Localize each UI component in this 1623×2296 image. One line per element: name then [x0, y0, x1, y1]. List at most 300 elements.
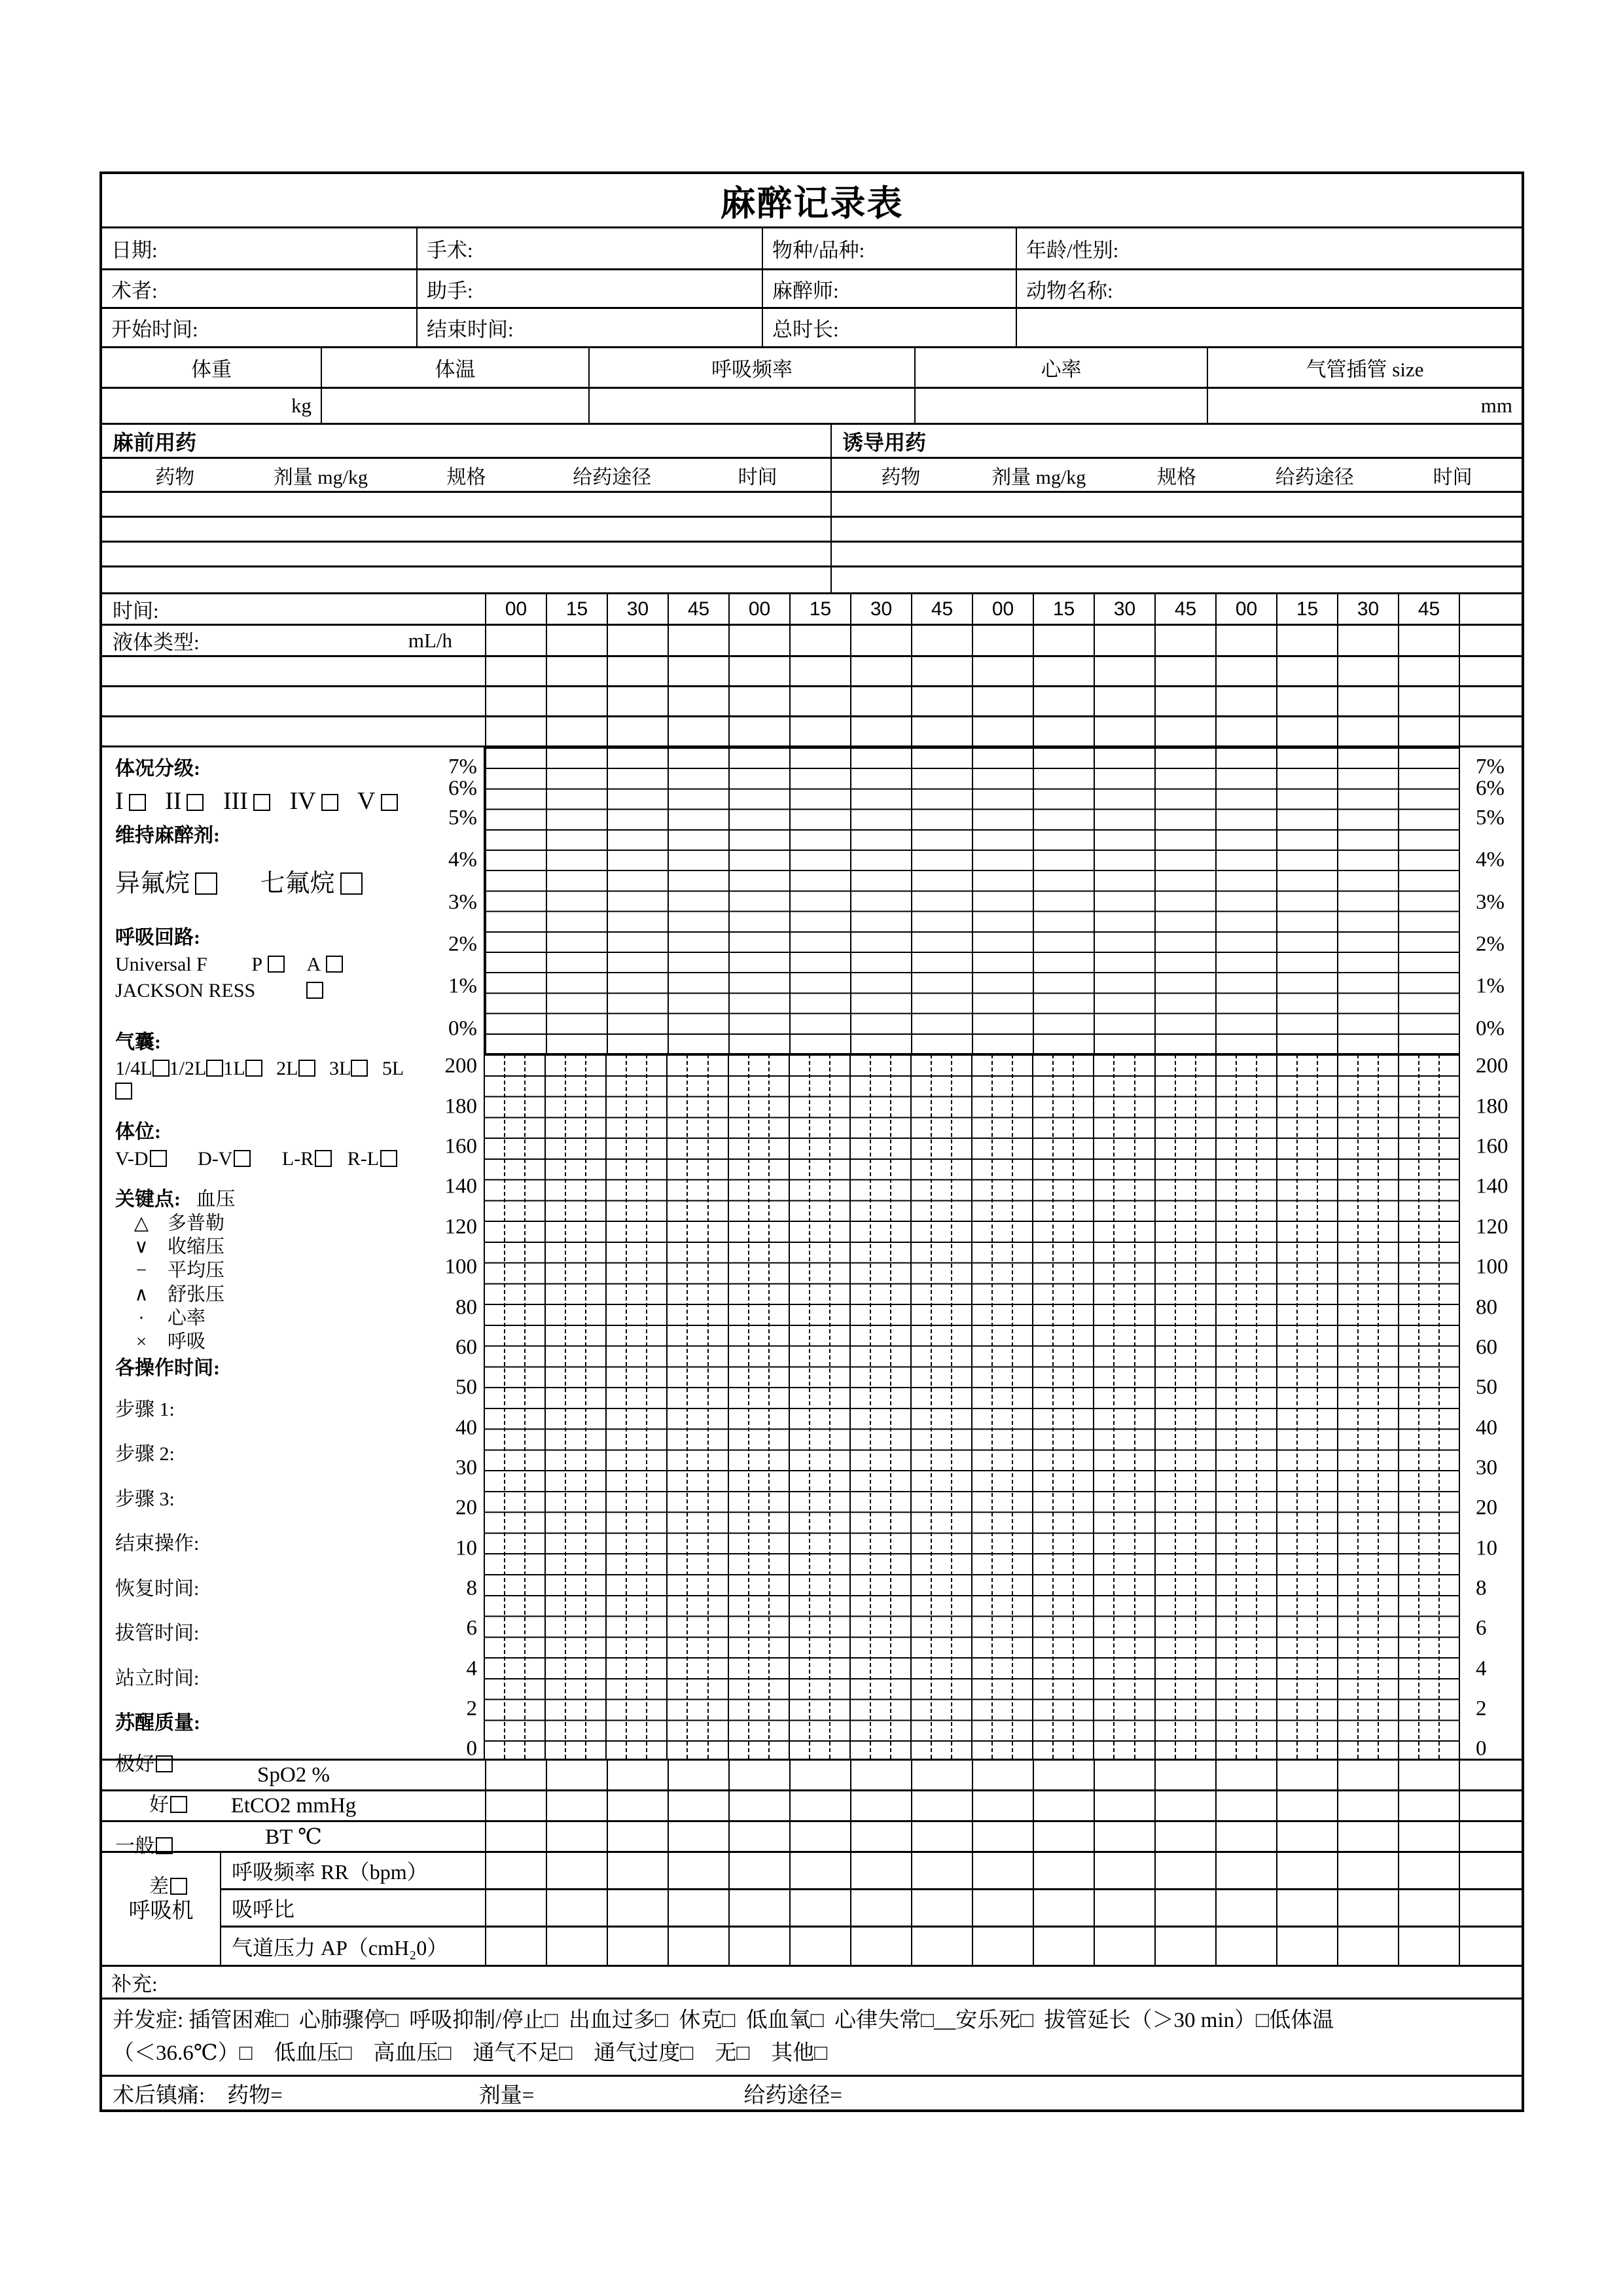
grid-cell[interactable] [1033, 1853, 1094, 1888]
grid-cell[interactable] [607, 687, 668, 715]
grid-cell[interactable] [850, 687, 911, 715]
grid-cell[interactable] [1094, 687, 1154, 715]
time-cell: 30 [1337, 594, 1398, 624]
grid-cell[interactable] [1094, 657, 1154, 685]
vitals-scale-label: 2 [466, 1696, 477, 1721]
checkbox-recovery-poor[interactable] [170, 1878, 187, 1895]
title-row [102, 174, 1522, 228]
field-surgeon[interactable] [102, 270, 416, 307]
grid-cell[interactable] [668, 1761, 728, 1789]
grid-cell[interactable] [1154, 717, 1215, 745]
grid-cell[interactable] [728, 717, 789, 745]
grid-cell[interactable] [607, 1822, 668, 1851]
vitals-plot-grid[interactable] [485, 1053, 1459, 1759]
field-age-sex-label: 年龄/性别: [1026, 239, 1119, 262]
grid-cell[interactable] [1276, 1928, 1337, 1965]
grid-cell[interactable] [728, 1853, 789, 1888]
grid-cell[interactable] [850, 1853, 911, 1888]
grid-cell[interactable] [1154, 1853, 1215, 1888]
grid-subcolumn-line [829, 1054, 849, 1759]
grid-cell[interactable] [911, 687, 972, 715]
grid-cell[interactable] [911, 717, 972, 745]
grid-cell[interactable] [1459, 1761, 1522, 1789]
vitals-scale-label: 6 [466, 1616, 477, 1640]
grid-cell[interactable] [911, 626, 972, 655]
grid-cell[interactable] [1033, 1822, 1094, 1851]
grid-cell[interactable] [972, 1853, 1033, 1888]
grid-cell[interactable] [1398, 1928, 1459, 1965]
premed-row-4[interactable] [102, 567, 830, 592]
grid-cell[interactable] [668, 687, 728, 715]
grid-subcolumn-line [1296, 1054, 1317, 1759]
grid-cell[interactable] [1337, 1928, 1398, 1965]
checkbox-recovery-good[interactable] [170, 1796, 187, 1813]
grid-cell[interactable] [1337, 1890, 1398, 1926]
rr-value-cell[interactable] [588, 389, 914, 423]
grid-cell[interactable] [1154, 1761, 1215, 1789]
complications-line-2[interactable]: （＜36.6℃）□ 低血压□ 高血压□ 通气不足□ 通气过度□ 无□ 其他□ [113, 2041, 828, 2065]
condition-label: 体况分级: [115, 758, 200, 780]
complications-line-1[interactable]: 并发症: 插管困难□ 心肺骤停□ 呼吸抑制/停止□ 出血过多□ 休克□ 低血氧□ 心律失常□__安乐死□ 拔管延长（＞30 min）□低体温 [113, 2009, 1334, 2032]
cross-icon: × [135, 1331, 147, 1353]
circuit-label: 呼吸回路: [115, 927, 200, 949]
grid-cell[interactable] [850, 1761, 911, 1789]
grid-cell[interactable] [728, 1761, 789, 1789]
grid-cell[interactable] [546, 1822, 607, 1851]
op-step-2[interactable]: 步骤 2: [115, 1443, 175, 1465]
grid-cell[interactable] [607, 717, 668, 745]
grid-cell[interactable] [1033, 1791, 1094, 1820]
grid-cell[interactable] [668, 626, 728, 655]
grid-cell[interactable] [728, 1928, 789, 1965]
grid-cell[interactable] [911, 1928, 972, 1965]
grid-subcolumn-line [1175, 1054, 1195, 1759]
grid-cell[interactable] [546, 1791, 607, 1820]
grid-cell[interactable] [1154, 1928, 1215, 1965]
field-start-time[interactable] [102, 309, 416, 346]
grid-cell[interactable] [850, 626, 911, 655]
field-species-label: 物种/品种: [772, 239, 865, 262]
grid-cell[interactable] [789, 1761, 850, 1789]
grid-cell[interactable] [1215, 1761, 1276, 1789]
grid-cell[interactable] [1094, 1928, 1154, 1965]
grid-column-line [1215, 1054, 1236, 1759]
weight-value-cell[interactable] [102, 389, 321, 423]
grid-cell[interactable] [1337, 1822, 1398, 1851]
hr-value-cell[interactable] [914, 389, 1207, 423]
grid-cell[interactable] [1337, 717, 1398, 745]
grid-cell[interactable] [1094, 626, 1154, 655]
premed-row-3[interactable] [102, 543, 830, 567]
op-recovery-time[interactable]: 恢复时间: [115, 1577, 200, 1600]
vitals-scale-label: 50 [455, 1375, 477, 1399]
op-step-1[interactable]: 步骤 1: [115, 1398, 175, 1420]
grid-cell[interactable] [668, 1791, 728, 1820]
grid-cell[interactable] [1398, 1791, 1459, 1820]
vitals-scale-label: 20 [455, 1496, 477, 1520]
grid-cell[interactable] [789, 657, 850, 685]
page-title: 麻醉记录表 [720, 183, 904, 223]
grid-cell[interactable] [546, 717, 607, 745]
grid-cell[interactable] [607, 1890, 668, 1926]
grid-cell[interactable] [1276, 717, 1337, 745]
maintenance-options: 异氟烷 七氟烷 [115, 870, 410, 899]
grid-cell[interactable] [728, 626, 789, 655]
premed-row-1[interactable] [102, 493, 830, 518]
vitals-scale-label: 40 [1476, 1416, 1497, 1440]
empty-label[interactable] [102, 687, 485, 715]
legend-respiration: × 呼吸 [115, 1330, 410, 1354]
grid-cell[interactable] [668, 1822, 728, 1851]
grid-cell[interactable] [728, 1822, 789, 1851]
grid-cell[interactable] [1398, 626, 1459, 655]
ventilator-rr-row [220, 1853, 1522, 1890]
op-extubation-time[interactable]: 拔管时间: [115, 1623, 200, 1645]
vitals-header-row [102, 348, 1522, 389]
vitals-scale-label: 30 [1476, 1456, 1497, 1480]
grid-cell[interactable] [1459, 594, 1522, 624]
vitals-scale-label: 6 [1476, 1616, 1487, 1640]
grid-cell[interactable] [1154, 1791, 1215, 1820]
postop-analgesia-row[interactable] [102, 2077, 1522, 2109]
op-standing-time[interactable]: 站立时间: [115, 1667, 200, 1689]
grid-cell[interactable] [1459, 626, 1522, 655]
grid-cell[interactable] [972, 1761, 1033, 1789]
field-surgeon-label: 术者: [111, 279, 158, 302]
field-anesthetist[interactable] [762, 270, 1016, 307]
grid-cell[interactable] [1276, 1761, 1337, 1789]
grid-cell[interactable] [485, 626, 546, 655]
grid-cell[interactable] [1276, 626, 1337, 655]
grid-cell[interactable] [485, 1928, 546, 1965]
grid-cell[interactable] [607, 1761, 668, 1789]
grid-cell[interactable] [1398, 1822, 1459, 1851]
grid-column-line [485, 1054, 504, 1759]
grid-cell[interactable] [1033, 687, 1094, 715]
checkbox-recovery-fair[interactable] [156, 1837, 173, 1854]
supplement-row[interactable] [102, 1967, 1522, 2000]
grid-cell[interactable] [850, 717, 911, 745]
field-assistant-label: 助手: [427, 279, 473, 302]
grid-cell[interactable] [1215, 1928, 1276, 1965]
time-cells [485, 594, 1522, 624]
grid-cell[interactable] [1215, 626, 1276, 655]
grid-cell[interactable] [1459, 657, 1522, 685]
grid-cell[interactable] [911, 1791, 972, 1820]
vitals-scale-label: 200 [1476, 1054, 1508, 1078]
grid-cell[interactable] [972, 1928, 1033, 1965]
grid-cell[interactable] [668, 1890, 728, 1926]
grid-subcolumn-line [1236, 1054, 1256, 1759]
medication-block [102, 425, 1522, 594]
info-row-3 [102, 309, 1522, 348]
ventilator-label: 呼吸机 [128, 1899, 194, 1923]
grid-cell[interactable] [1215, 1853, 1276, 1888]
empty-label[interactable] [102, 717, 485, 745]
circuit-line-1: Universal F P A [115, 954, 410, 977]
grid-cell[interactable] [728, 657, 789, 685]
ventilator-rr-label: 呼吸频率 RR（bpm） [220, 1853, 485, 1888]
induction-row-2[interactable] [832, 518, 1522, 543]
chart-right-scale-column [1459, 747, 1522, 1759]
grid-cell[interactable] [546, 626, 607, 655]
grid-cell[interactable] [1215, 1822, 1276, 1851]
grid-cell[interactable] [1276, 1890, 1337, 1926]
grid-cell[interactable] [1459, 717, 1522, 745]
grid-cell[interactable] [546, 1761, 607, 1789]
time-row-label: 时间: [113, 600, 159, 622]
grid-cell[interactable] [607, 1791, 668, 1820]
time-cell: 30 [1094, 594, 1154, 624]
grid-cell[interactable] [668, 1928, 728, 1965]
grid-cell[interactable] [546, 1853, 607, 1888]
grid-cell[interactable] [789, 1822, 850, 1851]
grid-cell[interactable] [850, 1791, 911, 1820]
grid-cell[interactable] [485, 1853, 546, 1888]
col-route: 给药途径 [573, 466, 652, 488]
grid-subcolumn-line [687, 1054, 707, 1759]
grid-subcolumn-line [951, 1054, 971, 1759]
grid-cell[interactable] [850, 657, 911, 685]
percent-scale-label: 0% [1476, 1016, 1505, 1041]
premed-row-2[interactable] [102, 518, 830, 543]
grid-cell[interactable] [789, 717, 850, 745]
grid-cell[interactable] [1215, 1890, 1276, 1926]
grid-cell[interactable] [1033, 1890, 1094, 1926]
grid-cell[interactable] [972, 1791, 1033, 1820]
grid-cell[interactable] [1033, 1761, 1094, 1789]
grid-cell[interactable] [485, 1822, 546, 1851]
grid-cell[interactable] [668, 657, 728, 685]
grid-cell[interactable] [668, 717, 728, 745]
grid-cell[interactable] [911, 1853, 972, 1888]
induction-row-3[interactable] [832, 543, 1522, 567]
grid-cell[interactable] [789, 626, 850, 655]
grid-cell[interactable] [1154, 1822, 1215, 1851]
grid-cell[interactable] [1215, 657, 1276, 685]
grid-cell[interactable] [728, 1791, 789, 1820]
grid-cell[interactable] [1337, 626, 1398, 655]
grid-cell[interactable] [1398, 657, 1459, 685]
grid-cell[interactable] [607, 1928, 668, 1965]
col-drug: 药物 [155, 466, 195, 488]
grid-cell[interactable] [972, 1822, 1033, 1851]
grid-cell[interactable] [607, 1853, 668, 1888]
postop-dose-label: 剂量= [478, 2083, 535, 2108]
grid-cell[interactable] [1398, 1890, 1459, 1926]
grid-cell[interactable] [1459, 687, 1522, 715]
bag-label: 气囊: [115, 1031, 161, 1053]
grid-cell[interactable] [972, 657, 1033, 685]
grid-cell[interactable] [911, 1822, 972, 1851]
grid-cell[interactable] [1033, 717, 1094, 745]
grid-cell[interactable] [607, 657, 668, 685]
grid-cell[interactable] [485, 1890, 546, 1926]
grid-cell[interactable] [1337, 1761, 1398, 1789]
vaporizer-percent-grid[interactable] [485, 747, 1459, 1053]
grid-cell[interactable] [789, 1890, 850, 1926]
grid-cell[interactable] [972, 1890, 1033, 1926]
field-date[interactable] [102, 228, 416, 268]
grid-cell[interactable] [1276, 1853, 1337, 1888]
grid-cell[interactable] [1033, 626, 1094, 655]
field-empty[interactable] [1016, 309, 1522, 346]
grid-cell[interactable] [789, 687, 850, 715]
grid-cell[interactable] [1398, 1853, 1459, 1888]
percent-scale-left [102, 747, 484, 1054]
vitals-scale-left [102, 1054, 484, 1761]
grid-cell[interactable] [1094, 1890, 1154, 1926]
time-cell: 00 [1215, 594, 1276, 624]
grid-subcolumn-line [646, 1054, 666, 1759]
grid-cell[interactable] [1094, 1853, 1154, 1888]
field-age-sex[interactable] [1016, 228, 1522, 268]
field-surgery[interactable] [416, 228, 762, 268]
grid-cell[interactable] [1276, 687, 1337, 715]
grid-cell[interactable] [668, 1853, 728, 1888]
grid-cell[interactable] [1033, 1928, 1094, 1965]
maintenance-label: 维持麻醉剂: [115, 825, 220, 847]
tube-value-cell[interactable] [1207, 389, 1522, 423]
induction-row-1[interactable] [832, 493, 1522, 518]
percent-scale-label: 0% [448, 1016, 477, 1041]
premedication-section [102, 425, 830, 592]
grid-cell[interactable] [1398, 717, 1459, 745]
grid-cell[interactable] [1459, 1822, 1522, 1851]
field-species[interactable] [762, 228, 1016, 268]
position-options: V-D D-V L-R R-L [115, 1148, 410, 1171]
grid-cell[interactable] [1459, 1853, 1522, 1888]
col-spec: 规格 [446, 466, 486, 488]
field-surgery-label: 手术: [427, 239, 473, 262]
field-assistant[interactable] [416, 270, 762, 307]
grid-cell[interactable] [1276, 1791, 1337, 1820]
supplement-label: 补充: [111, 1973, 158, 1996]
etco2-label: EtCO2 mmHg [230, 1793, 357, 1818]
grid-cell[interactable] [1033, 657, 1094, 685]
percent-scale-label: 1% [448, 974, 477, 998]
legend-mean: − 平均压 [115, 1259, 410, 1282]
premed-column-headers [102, 459, 830, 493]
grid-cell[interactable] [1337, 687, 1398, 715]
grid-cell[interactable] [1154, 657, 1215, 685]
grid-cell[interactable] [546, 687, 607, 715]
grid-cell[interactable] [789, 1853, 850, 1888]
grid-cell[interactable] [1094, 1791, 1154, 1820]
grid-subcolumn-line [1012, 1054, 1032, 1759]
vitals-scale-label: 160 [444, 1134, 477, 1158]
grid-cell[interactable] [1094, 1761, 1154, 1789]
field-end-time[interactable] [416, 309, 762, 346]
grid-cell[interactable] [1215, 717, 1276, 745]
vitals-scale-label: 180 [1476, 1094, 1508, 1119]
grid-cell[interactable] [485, 687, 546, 715]
grid-cell[interactable] [546, 1890, 607, 1926]
op-end[interactable]: 结束操作: [115, 1533, 200, 1555]
grid-cell[interactable] [1154, 626, 1215, 655]
grid-cell[interactable] [1094, 717, 1154, 745]
grid-cell[interactable] [546, 657, 607, 685]
grid-column-line [1032, 1054, 1052, 1759]
vitals-scale-label: 60 [455, 1335, 477, 1359]
grid-cell[interactable] [911, 657, 972, 685]
grid-cell[interactable] [546, 1928, 607, 1965]
grid-subcolumn-line [1073, 1054, 1093, 1759]
grid-cell[interactable] [850, 1822, 911, 1851]
grid-cell[interactable] [850, 1890, 911, 1926]
induction-row-4[interactable] [832, 567, 1522, 592]
complications-block[interactable] [102, 2000, 1522, 2077]
col-time: 时间 [1433, 466, 1472, 488]
grid-cell[interactable] [1215, 687, 1276, 715]
induction-section [830, 425, 1522, 592]
grid-column-line [605, 1054, 626, 1759]
grid-subcolumn-line [1357, 1054, 1378, 1759]
grid-cell[interactable] [911, 1890, 972, 1926]
postop-route-label: 给药途径= [743, 2083, 843, 2108]
grid-cell[interactable] [485, 1761, 546, 1789]
col-drug: 药物 [881, 466, 921, 488]
grid-cell[interactable] [1276, 1822, 1337, 1851]
vitals-scale-label: 2 [1476, 1696, 1487, 1721]
grid-cell[interactable] [972, 717, 1033, 745]
fluid-row [102, 626, 1522, 657]
grid-cell[interactable] [1337, 657, 1398, 685]
grid-subcolumn-line [870, 1054, 890, 1759]
grid-cell[interactable] [850, 1928, 911, 1965]
field-total-duration[interactable] [762, 309, 1016, 346]
grid-subcolumn-line [890, 1054, 910, 1759]
grid-subcolumn-line [931, 1054, 951, 1759]
grid-cell[interactable] [1154, 687, 1215, 715]
grid-cell[interactable] [972, 687, 1033, 715]
grid-cell[interactable] [972, 626, 1033, 655]
grid-cell[interactable] [1398, 687, 1459, 715]
grid-subcolumn-line [1378, 1054, 1398, 1759]
percent-scale-label: 2% [448, 932, 477, 956]
grid-cell[interactable] [911, 1761, 972, 1789]
grid-cell[interactable] [485, 1791, 546, 1820]
grid-cell[interactable] [1398, 1761, 1459, 1789]
vitals-scale-right [1460, 1054, 1522, 1761]
grid-cell[interactable] [607, 626, 668, 655]
grid-cell[interactable] [1094, 1822, 1154, 1851]
grid-cell[interactable] [485, 717, 546, 745]
grid-cell[interactable] [1215, 1791, 1276, 1820]
recovery-fair: 一般 [115, 1835, 410, 1858]
condition-options: I II III IV V [115, 787, 410, 816]
grid-cell[interactable] [1459, 1890, 1522, 1926]
grid-cell[interactable] [1459, 1928, 1522, 1965]
grid-cell[interactable] [728, 687, 789, 715]
grid-cell[interactable] [1337, 1853, 1398, 1888]
time-cell: 45 [1398, 594, 1459, 624]
fluid-unit-label: mL/h [408, 628, 452, 652]
grid-cell[interactable] [789, 1791, 850, 1820]
op-step-3[interactable]: 步骤 3: [115, 1488, 175, 1510]
grid-cell[interactable] [1337, 1791, 1398, 1820]
empty-label[interactable] [102, 657, 485, 685]
grid-cell[interactable] [1459, 1791, 1522, 1820]
grid-cell[interactable] [1154, 1890, 1215, 1926]
field-animal-name[interactable] [1016, 270, 1522, 307]
grid-cell[interactable] [728, 1890, 789, 1926]
grid-cell[interactable] [1276, 657, 1337, 685]
temp-value-cell[interactable] [321, 389, 588, 423]
grid-cell[interactable] [485, 657, 546, 685]
grid-cell[interactable] [789, 1928, 850, 1965]
grid-subcolumn-line [565, 1054, 585, 1759]
